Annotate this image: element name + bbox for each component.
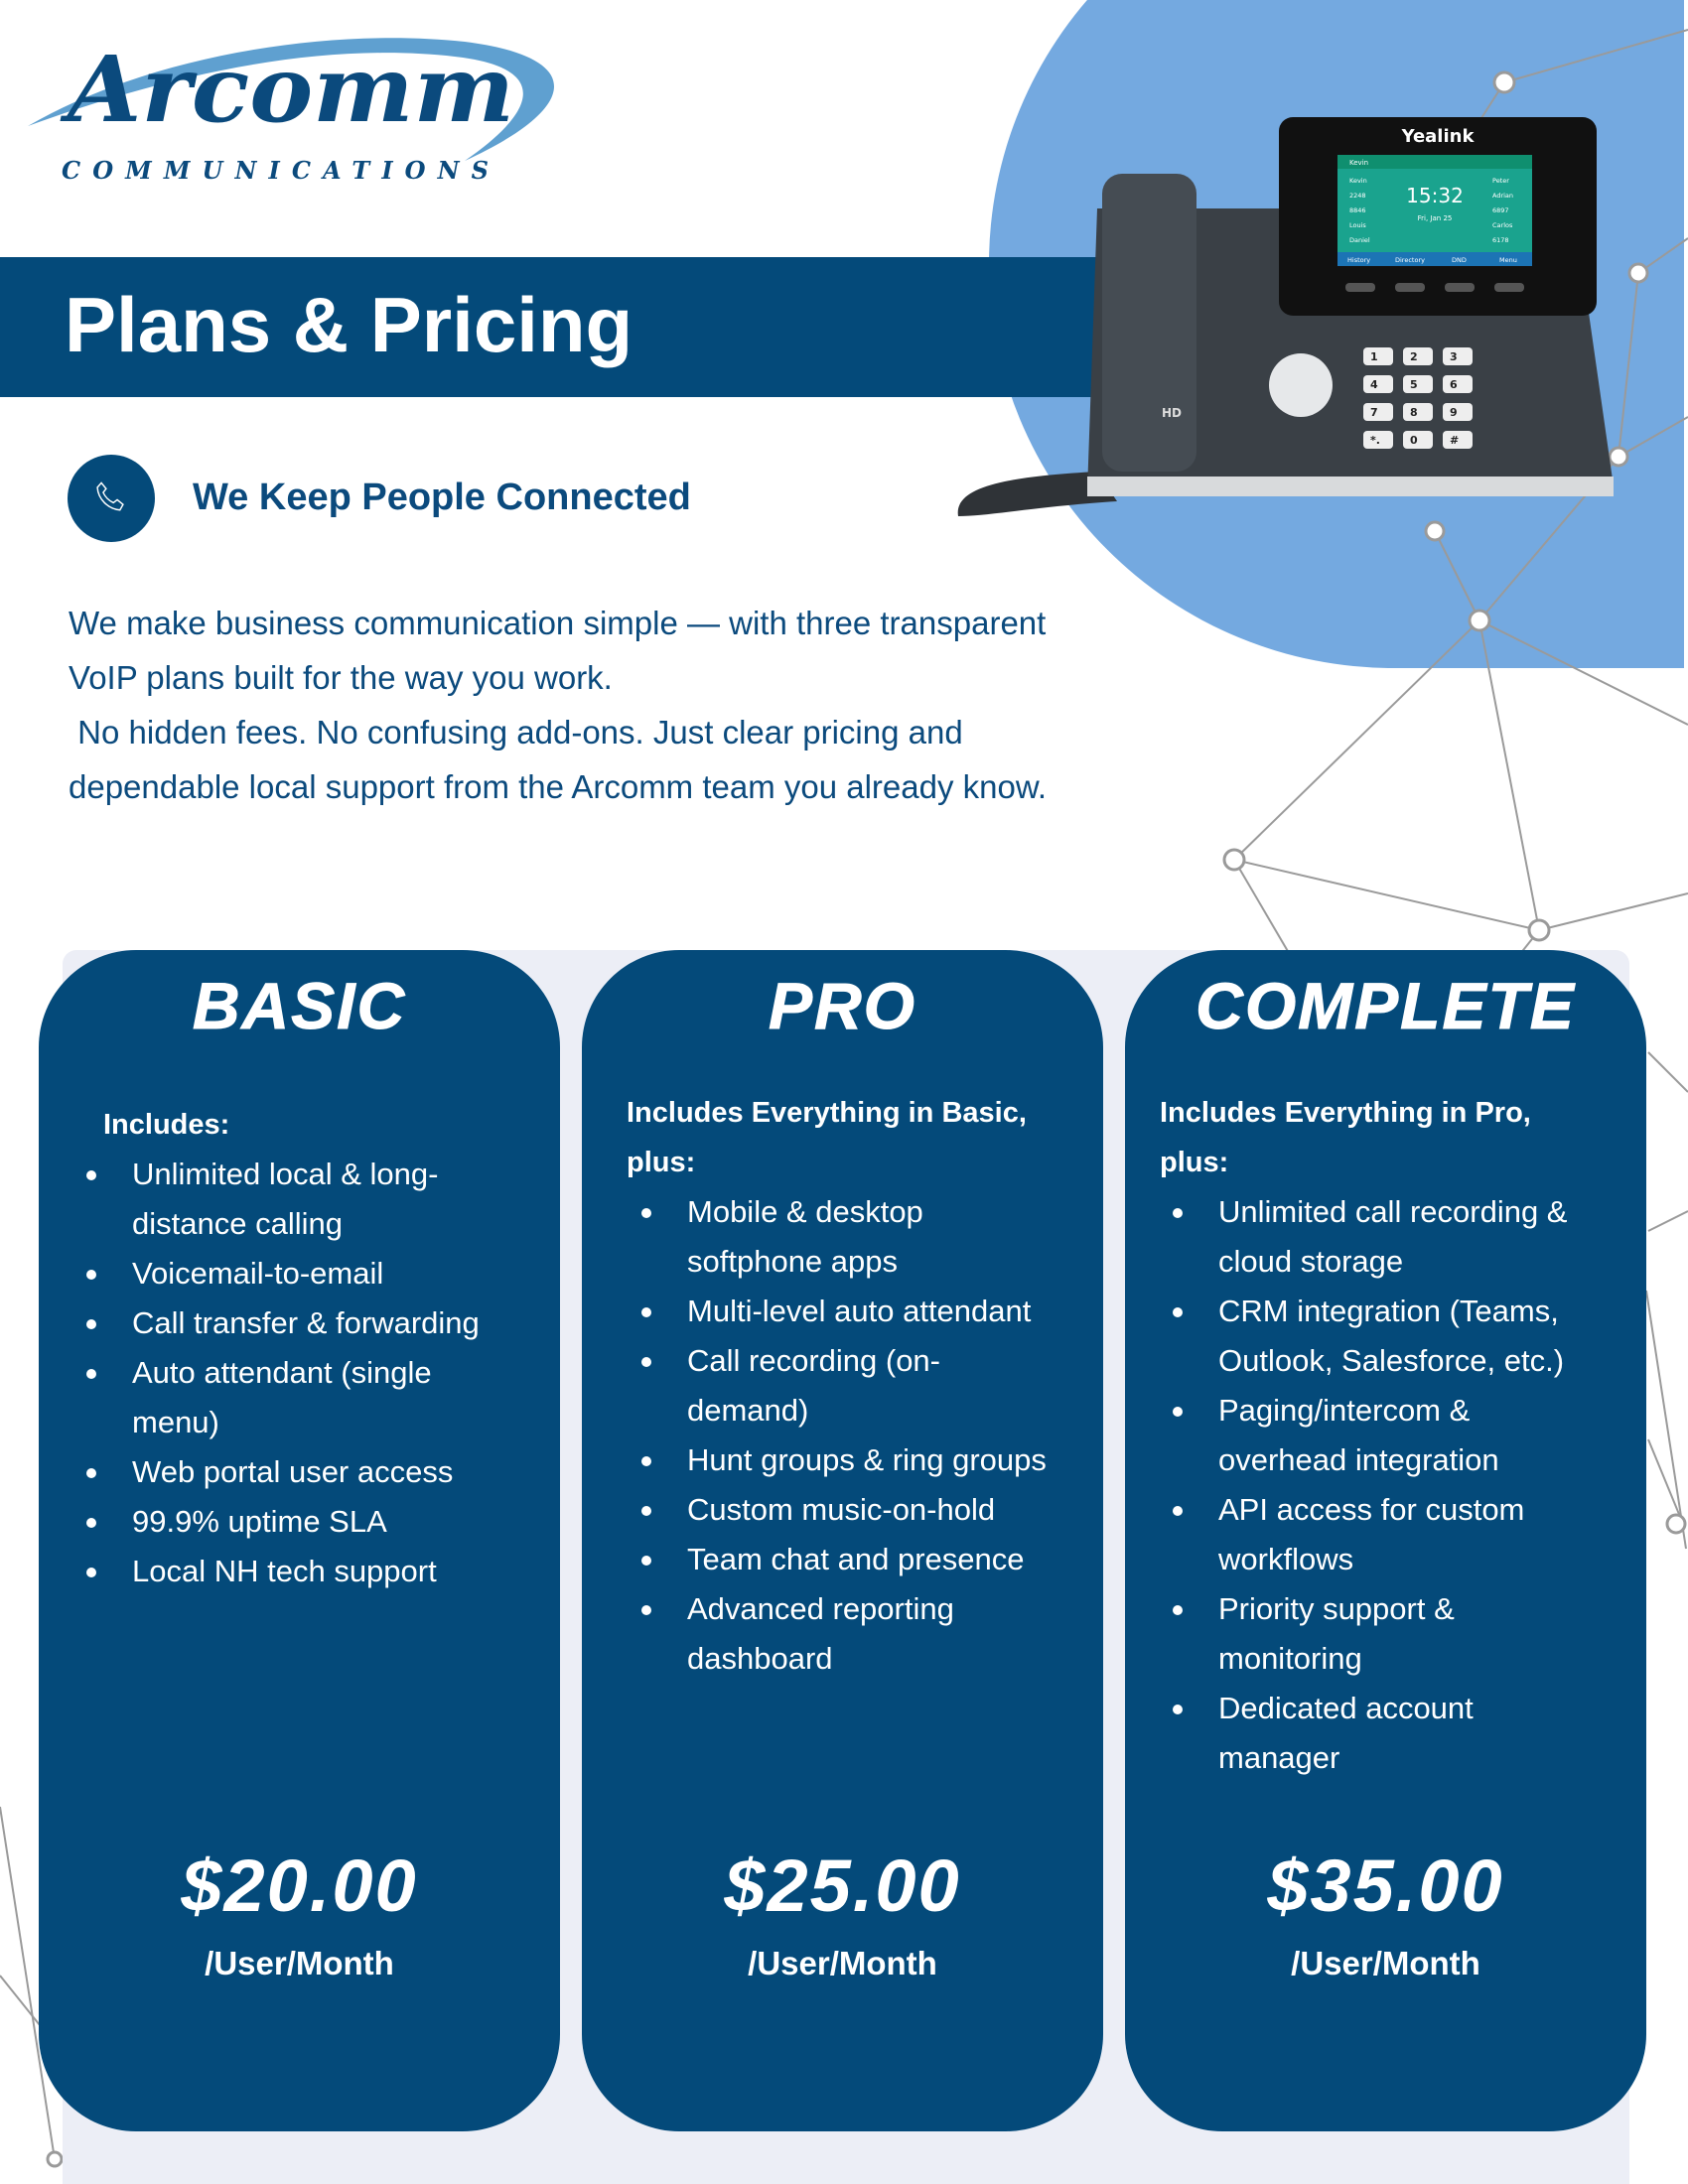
svg-text:Louis: Louis bbox=[1349, 221, 1366, 229]
feature-text: overhead integration bbox=[1218, 1442, 1499, 1477]
bullet-icon bbox=[1173, 1208, 1183, 1218]
plan-price: $35.00 bbox=[1267, 1844, 1504, 1927]
plan-includes-heading bbox=[103, 1100, 229, 1150]
svg-text:Arcomm: Arcomm bbox=[59, 36, 514, 143]
svg-text:HD: HD bbox=[1162, 406, 1183, 420]
bullet-icon bbox=[1173, 1407, 1183, 1417]
feature-item bbox=[132, 1150, 480, 1249]
svg-text:15:32: 15:32 bbox=[1406, 184, 1464, 207]
svg-text:9: 9 bbox=[1450, 406, 1458, 419]
svg-text:Peter: Peter bbox=[1492, 177, 1509, 185]
feature-text: Mobile & desktop bbox=[687, 1194, 923, 1229]
svg-text:4: 4 bbox=[1370, 378, 1378, 391]
bullet-icon bbox=[641, 1456, 651, 1466]
bullet-icon bbox=[641, 1506, 651, 1516]
bullet-icon bbox=[86, 1518, 96, 1528]
feature-text: Auto attendant (single bbox=[132, 1355, 432, 1390]
svg-text:8: 8 bbox=[1410, 406, 1418, 419]
feature-item bbox=[132, 1497, 480, 1547]
heading-line: Includes Everything in Pro, bbox=[1160, 1097, 1531, 1129]
bullet-icon bbox=[641, 1357, 651, 1367]
feature-item bbox=[687, 1187, 1047, 1287]
svg-text:Directory: Directory bbox=[1395, 256, 1425, 264]
heading-line: Includes Everything in Basic, bbox=[627, 1097, 1027, 1129]
svg-text:8846: 8846 bbox=[1349, 206, 1366, 214]
svg-text:5: 5 bbox=[1410, 378, 1418, 391]
feature-text: manager bbox=[1218, 1740, 1340, 1775]
feature-text: Paging/intercom & bbox=[1218, 1393, 1471, 1428]
plan-name: BASIC bbox=[192, 969, 407, 1042]
desk-phone-image bbox=[948, 109, 1633, 536]
price-period: /User/Month bbox=[205, 1945, 394, 1981]
heading-line: plus: bbox=[1160, 1147, 1229, 1178]
svg-text:Carlos: Carlos bbox=[1492, 221, 1513, 229]
bullet-icon bbox=[86, 1369, 96, 1379]
svg-text:*.: *. bbox=[1370, 434, 1380, 447]
intro-line: VoIP plans built for the way you work. bbox=[69, 659, 613, 696]
feature-text: softphone apps bbox=[687, 1244, 899, 1279]
bullet-icon bbox=[641, 1208, 651, 1218]
feature-item bbox=[687, 1435, 1047, 1485]
plan-includes-heading bbox=[1160, 1088, 1531, 1187]
price-period: /User/Month bbox=[1291, 1945, 1480, 1981]
feature-item bbox=[687, 1584, 1047, 1684]
feature-item bbox=[687, 1287, 1047, 1336]
feature-text: CRM integration (Teams, bbox=[1218, 1294, 1559, 1328]
svg-text:0: 0 bbox=[1410, 434, 1418, 447]
feature-item bbox=[1218, 1584, 1567, 1684]
plan-name: PRO bbox=[768, 969, 917, 1042]
plan-card-pro bbox=[582, 950, 1103, 2131]
plan-price: $25.00 bbox=[724, 1844, 961, 1927]
svg-text:Yealink: Yealink bbox=[1401, 126, 1475, 147]
feature-text: menu) bbox=[132, 1405, 219, 1439]
bullet-icon bbox=[86, 1468, 96, 1478]
intro-paragraph bbox=[69, 596, 1210, 814]
svg-text:Kevin: Kevin bbox=[1349, 159, 1369, 167]
svg-text:3: 3 bbox=[1450, 350, 1458, 363]
feature-list bbox=[1218, 1187, 1567, 1783]
feature-text: API access for custom bbox=[1218, 1492, 1525, 1527]
feature-text: distance calling bbox=[132, 1206, 343, 1241]
feature-list bbox=[132, 1150, 480, 1596]
feature-item bbox=[1218, 1684, 1567, 1783]
feature-text: Call transfer & forwarding bbox=[132, 1305, 480, 1340]
feature-item bbox=[1218, 1386, 1567, 1485]
svg-text:Adrian: Adrian bbox=[1492, 192, 1514, 200]
intro-line: We make business communication simple — with three transparent bbox=[69, 605, 1047, 641]
feature-item bbox=[687, 1336, 1047, 1435]
feature-text: Call recording (on- bbox=[687, 1343, 940, 1378]
svg-text:Fri, Jan 25: Fri, Jan 25 bbox=[1417, 214, 1453, 222]
feature-item bbox=[687, 1485, 1047, 1535]
plan-card-complete bbox=[1125, 950, 1646, 2131]
svg-text:Menu: Menu bbox=[1499, 256, 1517, 264]
feature-text: Unlimited call recording & bbox=[1218, 1194, 1568, 1229]
feature-text: Hunt groups & ring groups bbox=[687, 1442, 1047, 1477]
heading-line: Includes: bbox=[103, 1109, 230, 1141]
feature-item bbox=[1218, 1187, 1567, 1287]
bullet-icon bbox=[641, 1556, 651, 1566]
plan-price: $20.00 bbox=[181, 1844, 418, 1927]
svg-text:Kevin: Kevin bbox=[1349, 177, 1367, 185]
svg-text:DND: DND bbox=[1452, 256, 1467, 264]
feature-item bbox=[687, 1535, 1047, 1584]
bullet-icon bbox=[641, 1605, 651, 1615]
svg-text:7: 7 bbox=[1370, 406, 1378, 419]
bullet-icon bbox=[1173, 1605, 1183, 1615]
feature-text: demand) bbox=[687, 1393, 809, 1428]
plan-name: COMPLETE bbox=[1196, 969, 1576, 1042]
svg-text:6: 6 bbox=[1450, 378, 1458, 391]
bullet-icon bbox=[86, 1319, 96, 1329]
feature-text: dashboard bbox=[687, 1641, 833, 1676]
feature-item bbox=[132, 1249, 480, 1298]
feature-item bbox=[1218, 1485, 1567, 1584]
feature-item bbox=[132, 1547, 480, 1596]
page-title: Plans & Pricing bbox=[65, 281, 633, 368]
feature-list bbox=[687, 1187, 1047, 1684]
feature-text: Unlimited local & long- bbox=[132, 1157, 439, 1191]
svg-text:2: 2 bbox=[1410, 350, 1418, 363]
svg-text:1: 1 bbox=[1370, 350, 1378, 363]
feature-text: workflows bbox=[1218, 1542, 1354, 1576]
feature-text: Multi-level auto attendant bbox=[687, 1294, 1032, 1328]
bullet-icon bbox=[1173, 1307, 1183, 1317]
phone-icon-badge bbox=[68, 455, 155, 542]
feature-item bbox=[132, 1447, 480, 1497]
feature-text: monitoring bbox=[1218, 1641, 1362, 1676]
svg-text:Daniel: Daniel bbox=[1349, 236, 1370, 244]
plan-card-basic bbox=[39, 950, 560, 2131]
heading-line: plus: bbox=[627, 1147, 696, 1178]
feature-text: Priority support & bbox=[1218, 1591, 1455, 1626]
bullet-icon bbox=[86, 1270, 96, 1280]
svg-text:2248: 2248 bbox=[1349, 192, 1366, 200]
intro-line: dependable local support from the Arcomm team you already know. bbox=[69, 768, 1048, 805]
intro-line: No hidden fees. No confusing add-ons. Just clear pricing and bbox=[69, 714, 963, 751]
arcomm-logo bbox=[28, 22, 584, 186]
svg-text:History: History bbox=[1347, 256, 1371, 264]
plan-includes-heading bbox=[627, 1088, 1027, 1187]
feature-item bbox=[132, 1298, 480, 1348]
feature-text: cloud storage bbox=[1218, 1244, 1404, 1279]
feature-text: Dedicated account bbox=[1218, 1691, 1474, 1725]
bullet-icon bbox=[86, 1170, 96, 1180]
feature-text: Local NH tech support bbox=[132, 1554, 437, 1588]
bullet-icon bbox=[86, 1568, 96, 1577]
tagline: We Keep People Connected bbox=[193, 477, 691, 518]
svg-text:#: # bbox=[1450, 434, 1460, 447]
feature-text: Outlook, Salesforce, etc.) bbox=[1218, 1343, 1565, 1378]
svg-text:6897: 6897 bbox=[1492, 206, 1509, 214]
bullet-icon bbox=[1173, 1705, 1183, 1714]
feature-text: Advanced reporting bbox=[687, 1591, 954, 1626]
feature-text: Web portal user access bbox=[132, 1454, 454, 1489]
bullet-icon bbox=[1173, 1506, 1183, 1516]
bullet-icon bbox=[641, 1307, 651, 1317]
svg-text:COMMUNICATIONS: COMMUNICATIONS bbox=[62, 156, 489, 185]
feature-item bbox=[1218, 1287, 1567, 1386]
feature-text: Team chat and presence bbox=[687, 1542, 1025, 1576]
feature-item bbox=[132, 1348, 480, 1447]
feature-text: Custom music-on-hold bbox=[687, 1492, 996, 1527]
feature-text: Voicemail-to-email bbox=[132, 1256, 384, 1291]
price-period: /User/Month bbox=[748, 1945, 937, 1981]
phone-icon bbox=[89, 477, 133, 520]
feature-text: 99.9% uptime SLA bbox=[132, 1504, 387, 1539]
svg-text:6178: 6178 bbox=[1492, 236, 1509, 244]
